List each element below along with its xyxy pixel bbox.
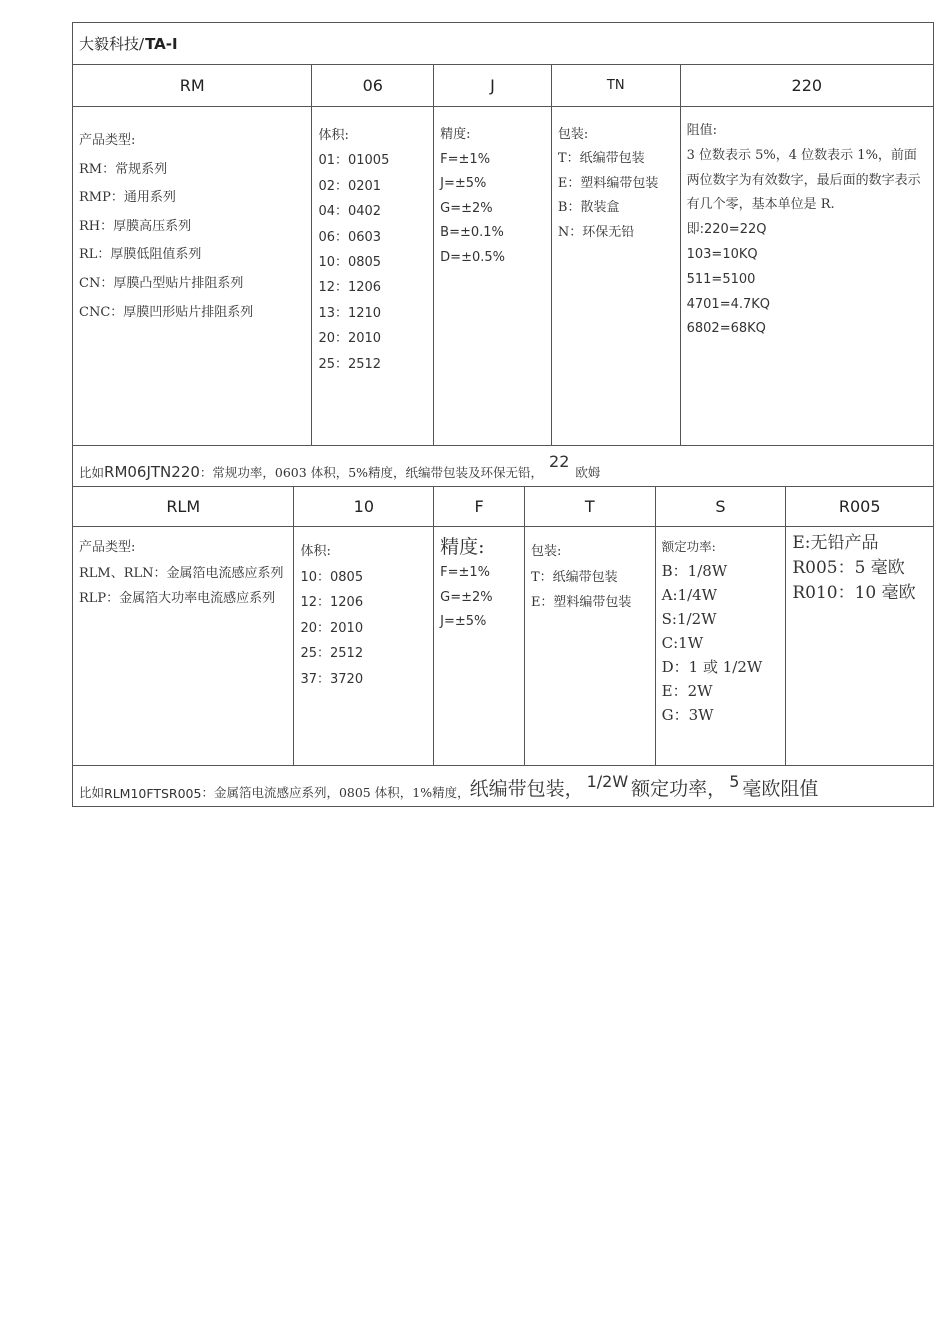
list-item: 103=10KQ (686, 246, 758, 262)
example-power: 1/2W (586, 772, 629, 791)
cell-heading: 阻值: (686, 123, 717, 138)
list-item: 6802=68KQ (686, 321, 766, 337)
example-code: RLM10FTSR005 (104, 786, 202, 801)
list-item: G=±2% (440, 589, 493, 605)
table2-example-row (73, 766, 933, 807)
list-item: R005：5 毫欧 (792, 558, 905, 578)
table2-header-cell: RLM (73, 487, 294, 526)
list-item: 511=5100 (686, 271, 756, 287)
list-item: E：塑料编带包装 (530, 595, 632, 610)
table2-header-cell: F (434, 487, 525, 526)
list-item: 37：3720 (300, 671, 364, 687)
example-resistance: 5 (729, 772, 740, 791)
example-text (73, 446, 600, 486)
example-suffix: 欧姆 (575, 465, 601, 480)
table2-body-row (73, 527, 933, 766)
list-item: E：塑料编带包装 (557, 175, 659, 191)
list-item: B=±0.1% (440, 225, 504, 240)
cell-heading: 体积: (318, 128, 349, 143)
list-item: RM：常规系列 (79, 161, 168, 177)
table1-header-cell: J (434, 65, 552, 106)
table2-header-cell: S (656, 487, 787, 526)
spec-document (72, 22, 934, 807)
list-item: 13：1210 (318, 305, 382, 321)
list-item: CN：厚膜凸型贴片排阻系列 (79, 275, 244, 291)
example-superscript: 22 (549, 452, 570, 471)
list-item: RMP：通用系列 (79, 190, 176, 206)
cell-heading: 精度: (440, 536, 485, 558)
list-item: J=±5% (440, 176, 487, 191)
list-item: J=±5% (440, 614, 487, 629)
list-item: D：1 或 1/2W (661, 658, 763, 676)
list-item: 20：2010 (318, 331, 382, 347)
size-cell (294, 527, 434, 765)
list-item: RLM、RLN：金属箔电流感应系列 (79, 565, 284, 581)
list-item: RLP：金属箔大功率电流感应系列 (79, 591, 276, 606)
table2-header-row (73, 487, 933, 527)
list-item: 4701=4.7KQ (686, 296, 771, 312)
table1-header-cell: 220 (791, 76, 823, 95)
example-prefix: 比如 (79, 465, 105, 480)
title-row (73, 23, 933, 65)
list-item: D=±0.5% (440, 249, 505, 265)
resistance-cell (786, 527, 933, 765)
list-item: T：纸编带包装 (557, 151, 645, 167)
product-type-cell (73, 107, 312, 445)
table1-header-cell: 06 (312, 65, 434, 106)
size-cell (312, 107, 434, 445)
table1-header-row (73, 65, 933, 107)
model-name: TA-I (145, 34, 178, 53)
list-item: 10：0805 (318, 255, 382, 271)
list-item: T：纸编带包装 (530, 569, 618, 585)
list-item: RH：厚膜高压系列 (79, 218, 192, 234)
example-description: ：金属箔电流感应系列，0805 体积，1%精度， (201, 785, 470, 800)
spec-table (72, 22, 934, 807)
list-item: 04：0402 (318, 204, 382, 220)
company-name: 大毅科技/ (79, 35, 145, 53)
table1-example-row (73, 446, 933, 487)
list-item: E:无铅产品 (792, 533, 879, 553)
list-item: G：3W (661, 706, 714, 724)
list-item: B：1/8W (661, 562, 728, 580)
packaging-cell (552, 107, 681, 445)
product-type-cell (73, 527, 294, 765)
tolerance-cell (434, 527, 525, 765)
example-packaging: 纸编带包装， (469, 778, 584, 800)
page-title (73, 23, 178, 64)
cell-heading: 产品类型: (79, 540, 136, 555)
resistance-description: 3 位数表示 5%，4 位数表示 1%，前面两位数字为有效数字，最后面的数字表示有几个零，基本单位是 R. (686, 147, 921, 213)
cell-heading: 精度: (440, 127, 471, 142)
list-item: F=±1% (440, 565, 491, 580)
list-item: RL：厚膜低阻值系列 (79, 247, 202, 263)
cell-heading: 产品类型: (79, 133, 136, 148)
table2-header-cell: T (525, 487, 656, 526)
example-description: ：常规功率，0603 体积，5%精度，纸编带包装及环保无铅， (199, 465, 544, 480)
list-item: B：散装盒 (557, 200, 620, 216)
list-item: A:1/4W (661, 586, 718, 604)
tolerance-cell (434, 107, 552, 445)
example-text (73, 766, 818, 806)
list-item: 25：2512 (318, 356, 382, 372)
example-prefix: 比如 (79, 785, 105, 800)
list-item: 25：2512 (300, 646, 364, 661)
table1-body-row (73, 107, 933, 446)
list-item: 02：0201 (318, 178, 382, 194)
list-item: G=±2% (440, 200, 493, 216)
cell-heading: 体积: (300, 544, 331, 559)
list-item: E：2W (661, 682, 713, 700)
example-power-label: 额定功率， (631, 778, 727, 800)
list-item: 10：0805 (300, 569, 364, 585)
list-item: CNC：厚膜凹形贴片排阻系列 (79, 304, 254, 320)
example-code: RM06JTN220 (104, 463, 200, 481)
list-item: 即:220=22Q (686, 222, 767, 238)
cell-heading: 包装: (530, 544, 562, 559)
table1-header-cell: RM (73, 65, 312, 106)
list-item: N：环保无铅 (557, 224, 635, 240)
list-item: C:1W (661, 634, 704, 652)
table1-header-cell: TN (552, 65, 681, 106)
list-item: 12：1206 (300, 595, 364, 610)
cell-heading: 额定功率: (661, 539, 716, 554)
table2-header-cell: 10 (294, 487, 434, 526)
list-item: 12：1206 (318, 280, 382, 296)
example-resistance-label: 毫欧阻值 (742, 778, 819, 800)
list-item: 06：0603 (318, 229, 382, 245)
packaging-cell (525, 527, 656, 765)
cell-heading: 包装: (557, 127, 589, 142)
power-cell (656, 527, 787, 765)
list-item: R010：10 毫欧 (792, 583, 916, 603)
table2-header-cell: R005 (838, 497, 881, 516)
list-item: 20：2010 (300, 620, 364, 636)
list-item: S:1/2W (661, 610, 717, 628)
list-item: F=±1% (440, 151, 491, 167)
list-item: 01：01005 (318, 153, 390, 169)
resistance-cell (681, 107, 933, 445)
